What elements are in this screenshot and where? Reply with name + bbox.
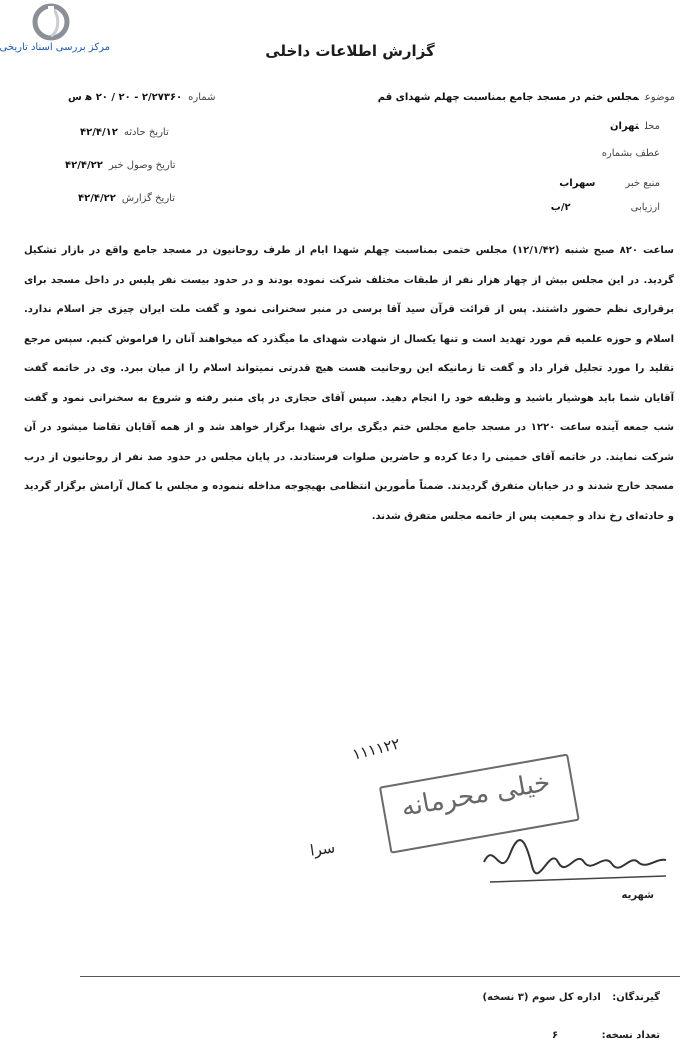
stamp-text: خیلی محرمانه <box>399 767 553 823</box>
source-line: منبع خبرسهراب <box>559 178 660 189</box>
report-title: گزارش اطلاعات داخلی <box>265 42 435 60</box>
copies-line: تعداد نسخه: ۶ <box>551 1030 660 1041</box>
signature-scribble-icon <box>480 832 670 892</box>
reference-line: عطف بشماره <box>601 148 660 159</box>
footer-divider <box>80 976 680 977</box>
handwritten-mark: سرا <box>308 838 337 860</box>
event-date: تاریخ حادثه۴۲/۴/۱۲ <box>80 127 169 138</box>
logo-caption: مرکز بررسی اسناد تاریخی <box>0 42 110 53</box>
handwritten-note: ۱۱۱۱۲۲ <box>350 734 402 764</box>
signature-label: شهریه <box>621 890 654 901</box>
report-date: تاریخ گزارش۴۲/۴/۲۲ <box>78 193 175 204</box>
recipients-line: گیرندگان: اداره کل سوم (۳ نسخه) <box>482 992 660 1003</box>
receive-date: تاریخ وصول خبر۴۲/۴/۲۲ <box>65 160 176 171</box>
place-line: محلتهران <box>610 121 660 132</box>
grade-line: ارزیابی۲/ب <box>550 202 660 213</box>
report-number: شماره۲/۲۷۳۶۰ - ۲۰ / ۲۰ ه‍ س <box>68 92 216 103</box>
subject-line: موضوعمجلس ختم در مسجد جامع بمناسبت چهلم شهدای قم <box>377 92 675 103</box>
report-body: ساعت ۸۲۰ صبح شنبه (۱۲/۱/۴۲) مجلس ختمی بمناسبت چهلم شهدا ایام از طرف روحانیون در مسجد جامع واقع در بازار تشکیل گردید. در این مجلس بیش از چهار هزار نفر از طبقات مختلف شرکت نموده بودند و در حدود بیست نفر پلیس در داخل مسجد برای برقراری نظم حضور داشتند. پس از قرائت قرآن سید آقا برسی در منبر سخنرانی نمود و گفت ملت ایران چیزی جز اسلام ندارد. اسلام و حوزه علمیه قم مورد تهدید است و تنها یکسال از شهادت شهدای ما میگذرد که میخواهند آنان را فراموش کنیم. سپس مرجع تقلید را مورد تجلیل قرار داد و گفت تا زمانیکه این روحانیت هست هیچ قدرتی نمیتواند اسلام را از میان ببرد. وی در خاتمه گفت آقایان شما باید هوشیار باشید و وظیفه خود را انجام دهید. سپس آقای حجازی در پای منبر رفته و شروع به سخنرانی نمود و گفت شب جمعه آینده ساعت ۱۲۲۰ در مسجد جامع مجلس ختم دیگری برای شهدا برگزار خواهد شد و از همه آقایان تقاضا میشود در آن شرکت نمایند. در خاتمه آقای خمینی را دعا کرده و حاضرین صلوات فرستادند. در پایان مجلس در حدود صد نفر از روحانیون از درب مسجد خارج شدند و در خیابان متفرق گردیدند. ضمناً مأمورین انتظامی بهیچوجه مداخله ننموده و مجلس با کمال آرامش برگزار گردید و حادثه‌ای رخ نداد و جمعیت پس از خاتمه مجلس متفرق شدند. <box>24 245 675 522</box>
archive-logo-icon <box>30 2 72 42</box>
